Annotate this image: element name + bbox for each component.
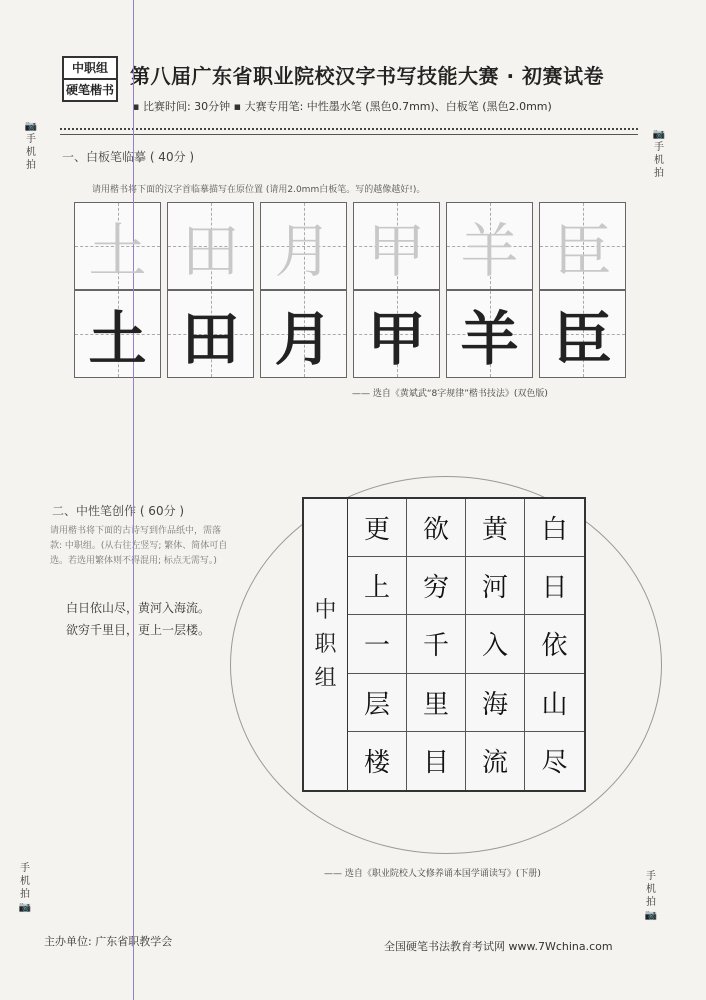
grid-char: 日: [525, 557, 584, 615]
side-mark-text: 手机拍: [20, 863, 30, 900]
model-cell: [539, 202, 626, 290]
model-characters-row: [74, 202, 626, 290]
header-divider-dotted: [60, 128, 638, 130]
signature-char: 职: [314, 631, 337, 657]
organizer: 主办单位: 广东省职教学会: [44, 935, 173, 948]
written-cell: [539, 290, 626, 378]
written-cell: [74, 290, 161, 378]
written-cell: [353, 290, 440, 378]
grid-char: 欲: [407, 499, 466, 557]
grid-char: 上: [348, 557, 407, 615]
side-mark-bottom-right: [644, 870, 658, 922]
model-char: 臣: [553, 217, 612, 285]
model-char: 土: [88, 217, 147, 285]
model-cell: [446, 202, 533, 290]
side-mark-top-right: [652, 128, 666, 180]
written-char: 田: [181, 305, 240, 373]
category-badge: [62, 56, 118, 102]
badge-group: 中职组: [64, 58, 116, 80]
written-char: 月: [274, 305, 333, 373]
grid-char: 楼: [348, 732, 407, 790]
grid-char: 依: [525, 615, 584, 673]
poem-line: 白日依山尽，黄河入海流。: [66, 601, 211, 615]
side-mark-text: 手机拍: [646, 871, 656, 908]
camera-icon: 📷: [652, 129, 666, 140]
section2-heading: 二、中性笔创作 ( 60分 ): [52, 504, 185, 518]
grid-char: 河: [466, 557, 525, 615]
grid-char: 一: [348, 615, 407, 673]
grid-char: 层: [348, 674, 407, 732]
written-cell: [260, 290, 347, 378]
written-characters-row: [74, 290, 626, 378]
grid-char: 入: [466, 615, 525, 673]
section1-heading: 一、白板笔临摹 ( 40分 ): [62, 150, 195, 164]
grid-char: 白: [525, 499, 584, 557]
poem-line: 欲穷千里目，更上一层楼。: [66, 623, 211, 637]
grid-char: 穷: [407, 557, 466, 615]
written-cell: [167, 290, 254, 378]
camera-icon: 📷: [24, 121, 38, 132]
side-mark-top-left: [24, 120, 38, 172]
section2-instruction: 请用楷书将下面的古诗写到作品纸中，需落款: 中职组。(从右往左竖写; 繁体、简体可自选。若选用繁体则不得混用; 标点无需写。): [50, 526, 228, 566]
grid-char: 更: [348, 499, 407, 557]
model-char: 田: [181, 217, 240, 285]
header-divider: [60, 134, 638, 135]
page-title: 第八届广东省职业院校汉字书写技能大赛 · 初赛试卷: [130, 64, 605, 88]
grid-char: 尽: [541, 748, 568, 779]
badge-style: 硬笔楷书: [65, 83, 114, 97]
model-cell: [74, 202, 161, 290]
written-char: 羊: [460, 305, 519, 373]
grid-char: 目: [407, 732, 466, 790]
side-mark-text: 手机拍: [26, 134, 36, 171]
website: 全国硬笔书法教育考试网 www.7Wchina.com: [384, 940, 613, 953]
model-cell: [167, 202, 254, 290]
section2-source: —— 选自《职业院校人文修养诵本国学诵读写》(下册): [324, 869, 541, 879]
grid-char: 千: [407, 615, 466, 673]
written-cell: [446, 290, 533, 378]
poem-text: [66, 597, 210, 641]
side-mark-text: 手机拍: [654, 142, 664, 179]
signature-char: 组: [314, 665, 337, 691]
grid-char: 里: [407, 674, 466, 732]
grid-char: 黄: [466, 499, 525, 557]
signature-column: [304, 499, 348, 790]
writing-grid: [302, 497, 586, 792]
model-char: 羊: [460, 217, 519, 285]
poem-grid: [348, 499, 584, 790]
grid-char: 山: [525, 674, 584, 732]
model-char: 月: [274, 217, 333, 285]
grid-char: 海: [466, 674, 525, 732]
camera-icon: 📷: [644, 910, 658, 921]
section1-source: —— 选自《黄斌武“8字规律”楷书技法》(双色版): [352, 389, 548, 399]
model-char: 甲: [367, 217, 426, 285]
written-char: 甲: [367, 305, 426, 373]
grid-char: 流: [466, 732, 525, 790]
camera-icon: 📷: [18, 902, 32, 913]
scan-line: [133, 0, 134, 1000]
written-char: 臣: [553, 305, 612, 373]
exam-info: ▪ 比赛时间: 30分钟 ▪ 大赛专用笔: 中性墨水笔 (黑色0.7mm)、白板笔 (黑色2.0mm): [132, 100, 552, 113]
model-cell: [260, 202, 347, 290]
model-cell: [353, 202, 440, 290]
side-mark-bottom-left: [18, 862, 32, 914]
section1-instruction: 请用楷书将下面的汉字首临摹描写在原位置 (请用2.0mm白板笔。写的越像越好!)。: [92, 185, 426, 195]
written-char: 土: [88, 305, 147, 373]
signature-char: 中: [314, 597, 337, 623]
